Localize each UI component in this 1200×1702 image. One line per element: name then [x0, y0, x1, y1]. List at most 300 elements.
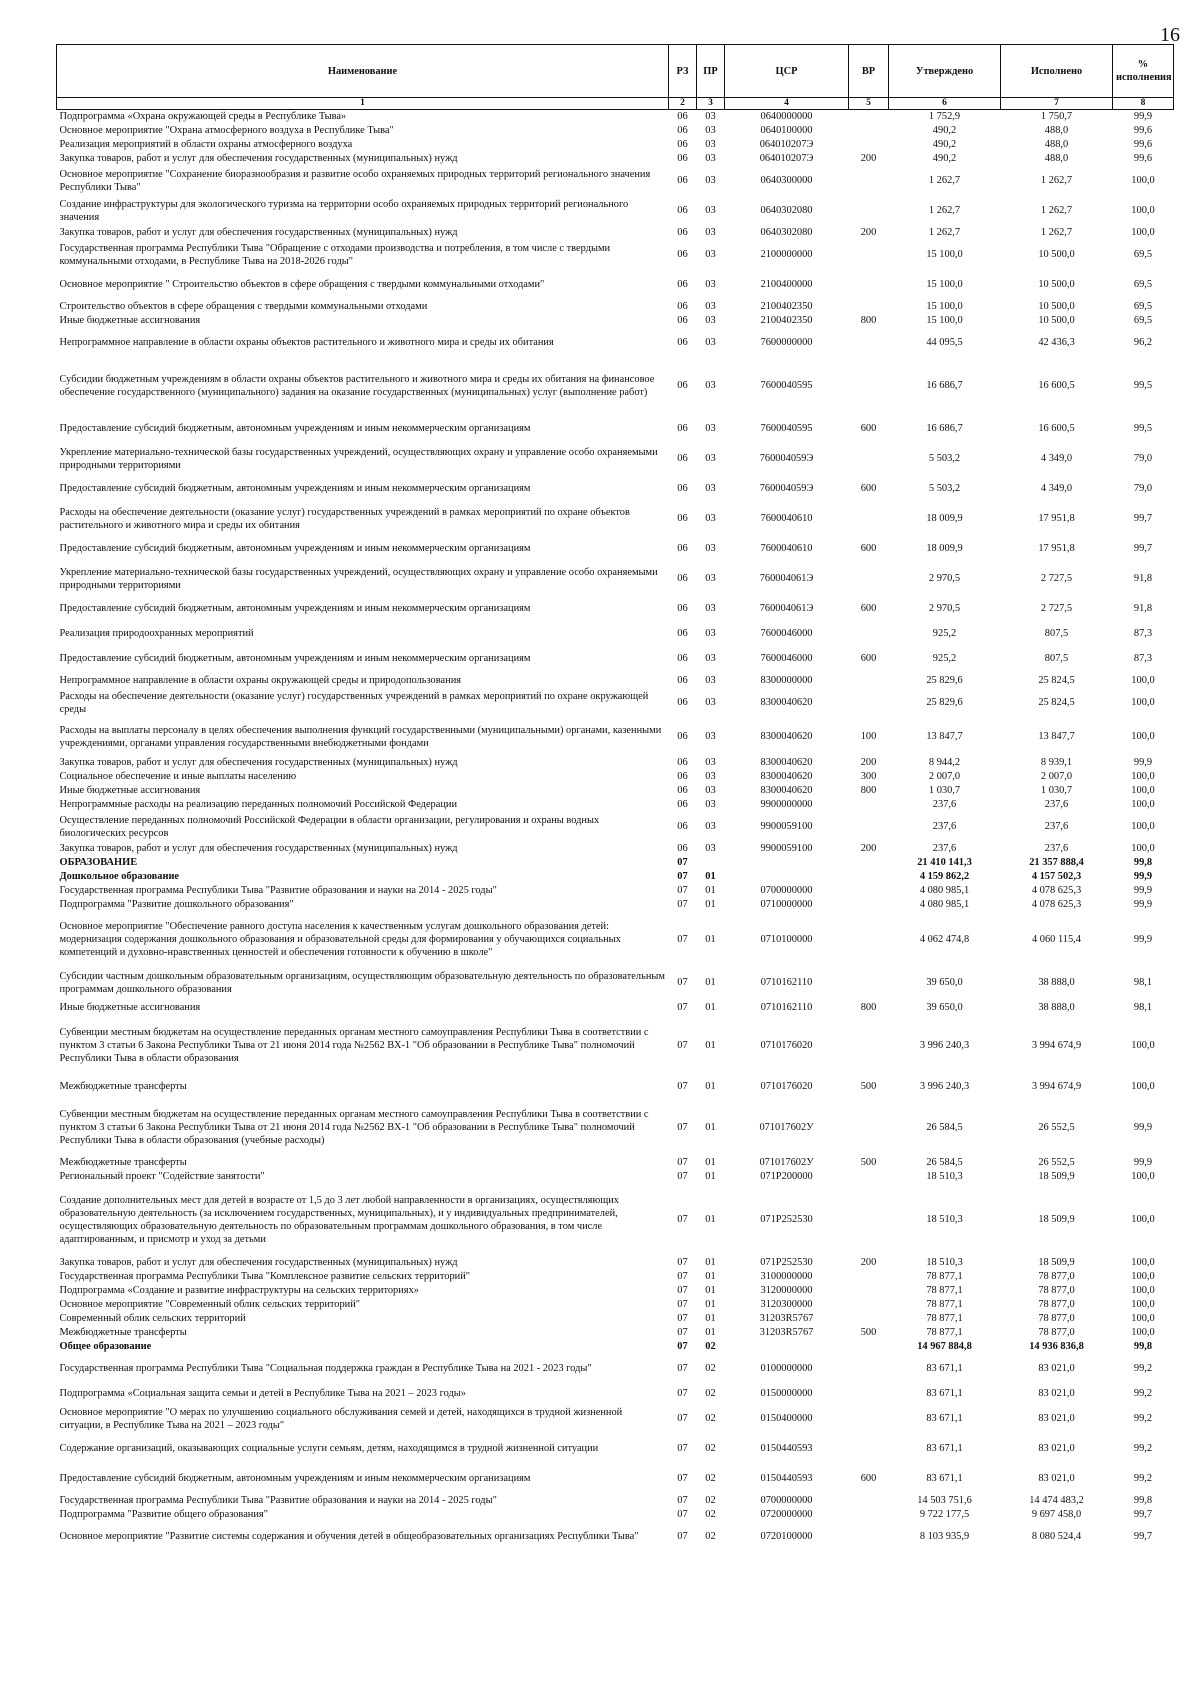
row-approved: 13 847,7 — [926, 731, 963, 742]
row-vr — [849, 564, 889, 594]
row-percent: 99,7 — [1133, 1509, 1153, 1520]
row-vr — [849, 1354, 889, 1384]
row-executed: 4 349,0 — [1040, 483, 1073, 494]
row-rz: 07 — [677, 1363, 688, 1374]
row-percent: 100,0 — [1131, 771, 1155, 782]
row-rz: 06 — [677, 731, 688, 742]
row-pr: 01 — [705, 1040, 716, 1051]
row-approved: 18 510,3 — [926, 1257, 963, 1268]
table-row — [57, 474, 1174, 504]
row-vr — [849, 358, 889, 414]
row-csr: 0640300000 — [760, 175, 813, 186]
row-percent: 99,9 — [1133, 111, 1153, 123]
row-executed: 13 847,7 — [1038, 731, 1075, 742]
row-pr: 03 — [705, 513, 716, 524]
budget-execution-table — [56, 44, 1174, 1552]
column-number-row — [57, 98, 1174, 110]
row-vr — [849, 1284, 889, 1298]
row-approved: 16 686,7 — [926, 380, 963, 391]
row-executed: 1 262,7 — [1040, 175, 1073, 186]
row-approved: 2 970,5 — [928, 603, 961, 614]
table-row — [57, 1074, 1174, 1100]
row-approved: 8 103 935,9 — [919, 1531, 970, 1542]
row-csr: 071017602У — [759, 1157, 814, 1168]
row-vr — [849, 1312, 889, 1326]
row-executed: 78 877,0 — [1038, 1313, 1075, 1324]
row-executed: 83 021,0 — [1038, 1443, 1075, 1454]
row-percent: 99,2 — [1133, 1388, 1153, 1399]
row-percent: 99,9 — [1133, 1122, 1153, 1133]
row-rz: 07 — [677, 1122, 688, 1133]
row-executed: 3 994 674,9 — [1031, 1081, 1082, 1092]
row-name: Предоставление субсидий бюджетным, автономным учреждениям и иным некоммерческим организациям — [59, 543, 531, 554]
row-rz: 07 — [677, 1157, 688, 1168]
row-executed: 1 262,7 — [1040, 227, 1073, 238]
row-pr: 03 — [705, 628, 716, 639]
row-approved: 21 410 141,3 — [917, 857, 972, 868]
row-vr: 500 — [860, 1157, 877, 1168]
row-percent: 99,7 — [1133, 543, 1153, 554]
row-executed: 42 436,3 — [1038, 337, 1075, 348]
row-vr: 500 — [860, 1327, 877, 1338]
row-approved: 83 671,1 — [926, 1413, 963, 1424]
row-csr: 0720000000 — [760, 1509, 813, 1520]
row-percent: 100,0 — [1131, 1271, 1155, 1282]
row-executed: 78 877,0 — [1038, 1285, 1075, 1296]
row-pr: 03 — [705, 139, 716, 150]
row-csr: 071P252530 — [760, 1257, 813, 1268]
table-body — [57, 110, 1174, 1552]
row-approved: 237,6 — [932, 843, 957, 854]
row-pr: 02 — [705, 1509, 716, 1520]
row-vr — [849, 1434, 889, 1464]
row-vr — [849, 300, 889, 314]
row-executed: 14 936 836,8 — [1029, 1341, 1084, 1352]
row-rz: 07 — [677, 1313, 688, 1324]
table-row — [57, 138, 1174, 152]
row-approved: 3 996 240,3 — [919, 1081, 970, 1092]
table-row — [57, 1298, 1174, 1312]
row-vr — [849, 1100, 889, 1156]
row-approved: 9 722 177,5 — [919, 1509, 970, 1520]
table-row — [57, 842, 1174, 856]
row-pr: 03 — [705, 227, 716, 238]
row-vr: 600 — [860, 483, 877, 494]
row-pr: 01 — [705, 1122, 716, 1133]
row-csr: 064010207Э — [759, 153, 814, 164]
row-pr: 03 — [705, 653, 716, 664]
row-vr: 800 — [860, 315, 877, 326]
row-executed: 18 509,9 — [1038, 1257, 1075, 1268]
row-name: Основное мероприятие "Охрана атмосферного воздуха в Республике Тыва" — [59, 125, 394, 136]
row-executed: 16 600,5 — [1038, 423, 1075, 434]
row-vr: 200 — [860, 843, 877, 854]
row-executed: 38 888,0 — [1038, 1002, 1075, 1013]
column-number: 1 — [57, 98, 669, 110]
row-rz: 07 — [677, 1495, 688, 1506]
row-csr: 0710176020 — [760, 1081, 813, 1092]
row-name: Создание инфраструктуры для экологического туризма на территории особо охраняемых природных территорий регионального значения — [59, 198, 629, 223]
row-name: Создание дополнительных мест для детей в возрасте от 1,5 до 3 лет любой направленности в организациях, осуществляющих образовательную деятельность (за исключением государственных, муниципальных), и у индивидуальных предпринимателей, осуществляющих образовательную деятельность по образовательным программам дошкольного образования, в том числе адаптированным, и присмотр и уход за детьми — [59, 1194, 619, 1245]
row-name: Предоставление субсидий бюджетным, автономным учреждениям и иным некоммерческим организациям — [59, 653, 531, 664]
row-vr — [849, 1404, 889, 1434]
row-pr: 03 — [705, 799, 716, 810]
row-percent: 87,3 — [1133, 628, 1153, 639]
row-csr: 0150400000 — [760, 1413, 813, 1424]
row-pr: 01 — [705, 1285, 716, 1296]
row-pr: 01 — [705, 1002, 716, 1013]
row-approved: 18 009,9 — [926, 513, 963, 524]
table-row — [57, 166, 1174, 196]
table-row — [57, 870, 1174, 884]
row-rz: 06 — [677, 543, 688, 554]
row-name: Современный облик сельских территорий — [59, 1313, 246, 1324]
row-vr: 200 — [860, 1257, 877, 1268]
row-vr — [849, 798, 889, 812]
row-name: Межбюджетные трансферты — [59, 1157, 187, 1168]
row-vr — [849, 968, 889, 998]
row-approved: 5 503,2 — [928, 483, 961, 494]
row-name: Расходы на обеспечение деятельности (оказание услуг) государственных учреждений в рамках мероприятий по охране окружающей среды — [59, 690, 649, 715]
row-csr: 31203R5767 — [759, 1313, 814, 1324]
row-approved: 237,6 — [932, 821, 957, 832]
row-executed: 25 824,5 — [1038, 697, 1075, 708]
row-csr: 0640302080 — [760, 227, 813, 238]
row-rz: 07 — [677, 1509, 688, 1520]
table-row — [57, 688, 1174, 718]
row-executed: 83 021,0 — [1038, 1473, 1075, 1484]
row-name: Закупка товаров, работ и услуг для обеспечения государственных (муниципальных) нужд — [59, 1257, 458, 1268]
row-percent: 99,5 — [1133, 423, 1153, 434]
row-rz: 06 — [677, 785, 688, 796]
row-rz: 06 — [677, 653, 688, 664]
row-executed: 26 552,5 — [1038, 1122, 1075, 1133]
row-csr: 0640302080 — [760, 205, 813, 216]
row-rz: 07 — [677, 1214, 688, 1225]
row-pr: 02 — [705, 1388, 716, 1399]
row-executed: 4 078 625,3 — [1031, 885, 1082, 896]
row-name: Государственная программа Республики Тыва "Развитие образования и науки на 2014 - 2025 годы" — [59, 1495, 497, 1506]
row-executed: 26 552,5 — [1038, 1157, 1075, 1168]
column-number: 6 — [889, 98, 1001, 110]
row-name: Укрепление материально-технической базы государственных учреждений, осуществляющих охрану и управление особо охраняемыми природными территориями — [59, 446, 658, 471]
row-vr — [849, 624, 889, 644]
row-executed: 4 349,0 — [1040, 453, 1073, 464]
row-percent: 99,8 — [1133, 1495, 1153, 1506]
row-rz: 06 — [677, 125, 688, 136]
row-percent: 69,5 — [1133, 279, 1153, 290]
table-row — [57, 226, 1174, 240]
table-row — [57, 798, 1174, 812]
row-csr: 064010207Э — [759, 139, 814, 150]
row-csr: 7600040610 — [760, 543, 813, 554]
row-rz: 06 — [677, 111, 688, 123]
row-pr: 03 — [705, 111, 716, 123]
row-vr — [849, 124, 889, 138]
row-approved: 26 584,5 — [926, 1157, 963, 1168]
row-csr: 071P252530 — [760, 1214, 813, 1225]
row-name: Основное мероприятие " Строительство объектов в сфере обращения с твердыми коммунальными отходами" — [59, 279, 545, 290]
row-csr: 071P200000 — [760, 1171, 813, 1182]
row-pr: 03 — [705, 337, 716, 348]
row-csr: 9900000000 — [760, 799, 813, 810]
row-csr: 760004059Э — [759, 483, 814, 494]
row-vr — [849, 1494, 889, 1508]
row-rz: 07 — [677, 1341, 688, 1352]
row-pr: 01 — [705, 977, 716, 988]
row-executed: 17 951,8 — [1038, 543, 1075, 554]
row-executed: 8 080 524,4 — [1031, 1531, 1082, 1542]
row-csr: 2100000000 — [760, 249, 813, 260]
row-pr: 01 — [705, 1171, 716, 1182]
row-csr: 0710162110 — [760, 977, 813, 988]
row-csr: 0710000000 — [760, 899, 813, 910]
table-row — [57, 1384, 1174, 1404]
row-approved: 83 671,1 — [926, 1388, 963, 1399]
row-percent: 69,5 — [1133, 249, 1153, 260]
row-pr: 02 — [705, 1413, 716, 1424]
row-pr: 03 — [705, 771, 716, 782]
row-rz: 06 — [677, 483, 688, 494]
row-percent: 99,6 — [1133, 125, 1153, 136]
row-vr — [849, 110, 889, 124]
row-csr: 0710100000 — [760, 934, 813, 945]
row-rz: 06 — [677, 315, 688, 326]
row-name: Субсидии бюджетным учреждениям в области охраны объектов растительного и животного мира и среды их обитания на финансовое обеспечение государственного (муниципального) задания на оказание государственных (муниципальных) услуг (выполнение работ) — [59, 373, 655, 398]
row-name: Строительство объектов в сфере обращения с твердыми коммунальными отходами — [59, 301, 428, 312]
row-vr — [849, 270, 889, 300]
row-name: Содержание организаций, оказывающих социальные услуги семьям, детям, находящимся в трудной жизненной ситуации — [59, 1443, 599, 1454]
row-percent: 100,0 — [1131, 821, 1155, 832]
row-csr: 3120300000 — [760, 1299, 813, 1310]
row-vr — [849, 1184, 889, 1256]
row-rz: 06 — [677, 799, 688, 810]
row-approved: 25 829,6 — [926, 675, 963, 686]
row-csr — [725, 870, 849, 884]
table-row — [57, 784, 1174, 798]
row-rz: 06 — [677, 337, 688, 348]
row-vr — [849, 1384, 889, 1404]
row-csr: 9900059100 — [760, 821, 813, 832]
row-name: Государственная программа Республики Тыва "Комплексное развитие сельских территорий" — [59, 1271, 471, 1282]
row-pr: 02 — [705, 1443, 716, 1454]
row-rz: 07 — [677, 1327, 688, 1338]
table-header-row — [57, 45, 1174, 98]
row-csr: 0720100000 — [760, 1531, 813, 1542]
row-rz: 06 — [677, 757, 688, 768]
row-approved: 18 510,3 — [926, 1214, 963, 1225]
row-csr: 8300040620 — [760, 785, 813, 796]
row-name: Расходы на обеспечение деятельности (оказание услуг) государственных учреждений в рамках мероприятий по охране объектов растительного и животного мира и среды их обитания — [59, 506, 630, 531]
table-row — [57, 314, 1174, 328]
row-approved: 490,2 — [932, 153, 957, 164]
table-row — [57, 1326, 1174, 1340]
row-executed: 78 877,0 — [1038, 1299, 1075, 1310]
row-vr — [849, 898, 889, 912]
row-pr: 03 — [705, 675, 716, 686]
row-name: Основное мероприятие "Современный облик сельских территорий" — [59, 1299, 361, 1310]
row-vr — [849, 912, 889, 968]
row-name: Основное мероприятие "Сохранение биоразнообразия и развитие особо охраняемых природных территорий регионального значения Республики Тыва" — [59, 168, 651, 193]
row-percent: 100,0 — [1131, 785, 1155, 796]
column-number: 3 — [697, 98, 725, 110]
row-pr: 03 — [705, 757, 716, 768]
row-percent: 99,9 — [1133, 899, 1153, 910]
row-csr: 9900059100 — [760, 843, 813, 854]
row-pr: 03 — [705, 483, 716, 494]
row-csr: 8300040620 — [760, 697, 813, 708]
row-approved: 78 877,1 — [926, 1299, 963, 1310]
table-row — [57, 884, 1174, 898]
row-percent: 100,0 — [1131, 1257, 1155, 1268]
row-percent: 99,9 — [1133, 885, 1153, 896]
row-vr — [849, 884, 889, 898]
row-csr: 7600000000 — [760, 337, 813, 348]
row-pr: 01 — [705, 1271, 716, 1282]
row-pr: 02 — [705, 1495, 716, 1506]
row-approved: 16 686,7 — [926, 423, 963, 434]
row-name: Дошкольное образование — [59, 871, 180, 882]
row-approved: 26 584,5 — [926, 1122, 963, 1133]
row-approved: 1 262,7 — [928, 205, 961, 216]
row-executed: 3 994 674,9 — [1031, 1040, 1082, 1051]
row-vr: 800 — [860, 1002, 877, 1013]
row-approved: 490,2 — [932, 139, 957, 150]
table-row — [57, 152, 1174, 166]
row-vr — [849, 1508, 889, 1522]
row-rz: 07 — [677, 977, 688, 988]
row-executed: 4 157 502,3 — [1031, 871, 1082, 882]
table-row — [57, 1184, 1174, 1256]
row-name: Субвенции местным бюджетам на осуществление переданных органам местного самоуправления Республики Тыва в соответствии с пунктом 3 статьи 6 Закона Республики Тыва от 21 июня 2014 года №2562 ВХ-1 "Об образовании в Республике Тыва" полномочий Республики Тыва в области образования — [59, 1027, 649, 1064]
table-row — [57, 856, 1174, 870]
row-pr: 03 — [705, 301, 716, 312]
table-row — [57, 1100, 1174, 1156]
row-pr: 01 — [705, 1157, 716, 1168]
header-pr: ПР — [697, 45, 725, 98]
table-row — [57, 1508, 1174, 1522]
row-executed: 2 007,0 — [1040, 771, 1073, 782]
row-name: Закупка товаров, работ и услуг для обеспечения государственных (муниципальных) нужд — [59, 227, 458, 238]
row-percent: 79,0 — [1133, 453, 1153, 464]
row-vr: 500 — [860, 1081, 877, 1092]
row-executed: 17 951,8 — [1038, 513, 1075, 524]
row-vr: 300 — [860, 771, 877, 782]
row-pr: 03 — [705, 453, 716, 464]
row-rz: 06 — [677, 380, 688, 391]
row-vr: 600 — [860, 423, 877, 434]
row-approved: 15 100,0 — [926, 315, 963, 326]
row-csr: 760004059Э — [759, 453, 814, 464]
row-rz: 07 — [677, 1388, 688, 1399]
row-csr: 0700000000 — [760, 885, 813, 896]
row-percent: 69,5 — [1133, 315, 1153, 326]
row-approved: 78 877,1 — [926, 1271, 963, 1282]
row-pr — [697, 856, 725, 870]
row-name: Межбюджетные трансферты — [59, 1081, 187, 1092]
row-approved: 2 970,5 — [928, 573, 961, 584]
row-executed: 1 262,7 — [1040, 205, 1073, 216]
table-row — [57, 300, 1174, 314]
row-percent: 100,0 — [1131, 843, 1155, 854]
row-rz: 07 — [677, 857, 688, 868]
table-row — [57, 1464, 1174, 1494]
row-approved: 15 100,0 — [926, 301, 963, 312]
row-executed: 25 824,5 — [1038, 675, 1075, 686]
row-rz: 07 — [677, 1285, 688, 1296]
row-csr: 760004061Э — [759, 573, 814, 584]
row-percent: 99,7 — [1133, 1531, 1153, 1542]
row-vr: 100 — [860, 731, 877, 742]
row-percent: 99,2 — [1133, 1363, 1153, 1374]
row-rz: 06 — [677, 697, 688, 708]
row-rz: 07 — [677, 1271, 688, 1282]
row-vr — [849, 1298, 889, 1312]
row-rz: 07 — [677, 871, 688, 882]
row-name: Предоставление субсидий бюджетным, автономным учреждениям и иным некоммерческим организациям — [59, 423, 531, 434]
row-percent: 100,0 — [1131, 1299, 1155, 1310]
row-pr: 03 — [705, 153, 716, 164]
row-vr — [849, 1340, 889, 1354]
header-rz: РЗ — [669, 45, 697, 98]
row-approved: 4 159 862,2 — [919, 871, 970, 882]
row-percent: 100,0 — [1131, 697, 1155, 708]
row-percent: 99,9 — [1133, 934, 1153, 945]
row-vr — [849, 240, 889, 270]
table-row — [57, 1270, 1174, 1284]
row-rz: 07 — [677, 1002, 688, 1013]
row-name: Подпрограмма «Создание и развитие инфраструктуры на сельских территориях» — [59, 1285, 419, 1296]
table-row — [57, 624, 1174, 644]
row-executed: 8 939,1 — [1040, 757, 1073, 768]
row-vr — [849, 870, 889, 884]
row-percent: 99,6 — [1133, 153, 1153, 164]
row-approved: 18 009,9 — [926, 543, 963, 554]
row-vr — [849, 1522, 889, 1552]
row-pr: 01 — [705, 1313, 716, 1324]
row-approved: 83 671,1 — [926, 1473, 963, 1484]
row-csr: 0150440593 — [760, 1473, 813, 1484]
row-pr: 03 — [705, 697, 716, 708]
row-rz: 06 — [677, 139, 688, 150]
row-approved: 1 262,7 — [928, 227, 961, 238]
row-rz: 07 — [677, 1040, 688, 1051]
row-approved: 925,2 — [932, 653, 957, 664]
table-row — [57, 812, 1174, 842]
row-pr: 02 — [705, 1531, 716, 1542]
row-percent: 99,5 — [1133, 380, 1153, 391]
header-csr: ЦСР — [725, 45, 849, 98]
row-pr: 03 — [705, 843, 716, 854]
row-name: Региональный проект "Содействие занятости" — [59, 1171, 265, 1182]
row-percent: 69,5 — [1133, 301, 1153, 312]
row-csr: 2100402350 — [760, 301, 813, 312]
table-row — [57, 196, 1174, 226]
table-row — [57, 1354, 1174, 1384]
row-csr: 8300040620 — [760, 731, 813, 742]
row-vr: 600 — [860, 1473, 877, 1484]
row-vr: 600 — [860, 653, 877, 664]
header-name: Наименование — [57, 45, 669, 98]
row-name: Подпрограмма «Социальная защита семьи и детей в Республике Тыва на 2021 – 2023 годы» — [59, 1388, 466, 1399]
row-approved: 5 503,2 — [928, 453, 961, 464]
row-executed: 10 500,0 — [1038, 301, 1075, 312]
table-row — [57, 770, 1174, 784]
row-percent: 99,9 — [1133, 871, 1153, 882]
row-executed: 10 500,0 — [1038, 279, 1075, 290]
row-approved: 39 650,0 — [926, 977, 963, 988]
row-vr — [849, 138, 889, 152]
